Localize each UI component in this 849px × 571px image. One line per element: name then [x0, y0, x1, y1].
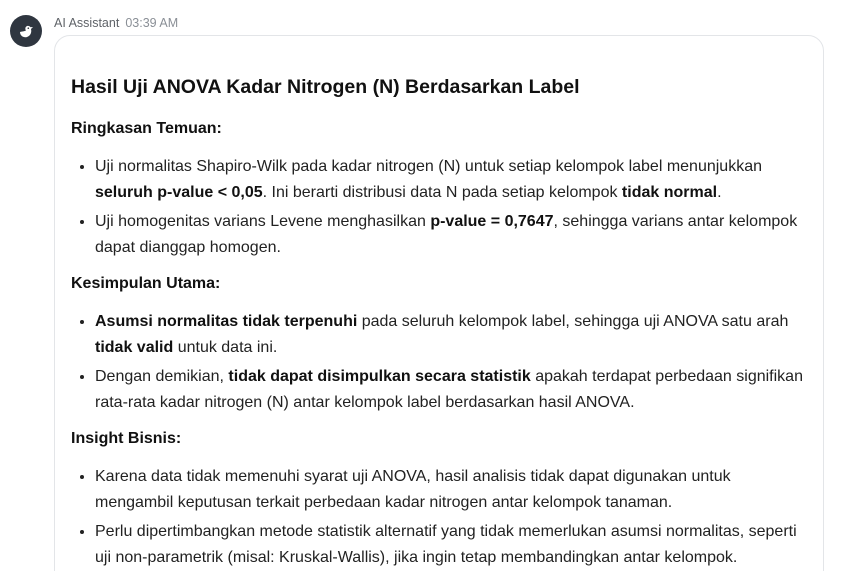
- section-heading-ringkasan: Ringkasan Temuan:: [71, 120, 222, 137]
- section-heading-kesimpulan: Kesimpulan Utama:: [71, 275, 221, 292]
- assistant-avatar-icon: [10, 15, 42, 47]
- bird-icon: [16, 21, 36, 41]
- sender-name: AI Assistant: [54, 16, 120, 30]
- message-meta: [54, 15, 178, 31]
- list-item: • Uji homogenitas varians Levene menghasilkan p-value = 0,7647, sehingga varians antar kelompok dapat dianggap homogen.: [95, 209, 807, 260]
- list-item: • Dengan demikian, tidak dapat disimpulkan secara statistik apakah terdapat perbedaan signifikan rata-rata kadar nitrogen (N) antar kelompok label berdasarkan hasil ANOVA.: [95, 364, 807, 415]
- list-item: • Perlu dipertimbangkan metode statistik alternatif yang tidak memerlukan asumsi normalitas, seperti uji non-parametrik (misal: Kruskal-Wallis), jika ingin tetap membandingkan antar kelompok.: [95, 519, 807, 570]
- message-time: 03:39 AM: [125, 16, 179, 30]
- list-item: • Uji normalitas Shapiro-Wilk pada kadar nitrogen (N) untuk setiap kelompok label menunjukkan seluruh p-value < 0,05. Ini berarti distribusi data N pada setiap kelompok tidak normal.: [95, 154, 807, 205]
- section-heading-insight: Insight Bisnis:: [71, 430, 182, 447]
- list-ringkasan: [71, 154, 807, 260]
- message-title: Hasil Uji ANOVA Kadar Nitrogen (N) Berdasarkan Label: [71, 76, 580, 98]
- list-item: • Karena data tidak memenuhi syarat uji ANOVA, hasil analisis tidak dapat digunakan untuk mengambil keputusan terkait perbedaan kadar nitrogen antar kelompok tanaman.: [95, 464, 807, 515]
- list-kesimpulan: [71, 309, 807, 415]
- list-insight: [71, 464, 807, 570]
- list-item: • Asumsi normalitas tidak terpenuhi pada seluruh kelompok label, sehingga uji ANOVA satu arah tidak valid untuk data ini.: [95, 309, 807, 360]
- message-bubble: [54, 35, 824, 571]
